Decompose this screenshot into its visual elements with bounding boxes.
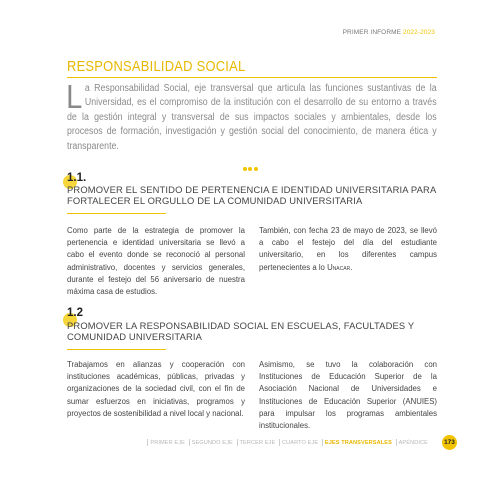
intro-text: a Responsabilidad Social, eje transversal que articula las funciones sustantivas de la Universidad, es el compromiso de la institución con el desarrollo de su entorno a través de la gestión integral y transversal de sus impactos sociales y ambientales, desde los procesos de formación, investigación y gestión social del conocimiento, de manera ética y transparente. bbox=[67, 83, 437, 152]
subsection-right-column: Asimismo, se tuvo la colaboración con Instituciones de Educación Superior de la Asociación Nacional de Universidades e Instituciones de Educación Superior (ANUIES) para impulsar los programas ambientales institucionales. bbox=[259, 360, 437, 431]
subsection-title: PROMOVER EL SENTIDO DE PERTENENCIA E IDENTIDAD UNIVERSITARIA PARA FORTALECER EL ORGULLO DE LA COMUNIDAD UNIVERSITARIA bbox=[67, 184, 436, 207]
subsection-left-column: Como parte de la estrategia de promover la pertenencia e identidad universitaria se llevó a cabo el evento donde se reconoció al personal administrativo, docentes y servicios generales, durante el festejo del 56 aniversario de nuestra máxima casa de estudios. bbox=[67, 226, 245, 297]
subsection-number: 1.2 bbox=[67, 307, 83, 319]
title-divider bbox=[67, 77, 437, 78]
page-number-badge: 173 bbox=[442, 435, 457, 450]
intro-paragraph bbox=[66, 78, 437, 154]
ellipsis-dots-icon bbox=[242, 158, 259, 176]
footer-item[interactable]: CUARTO EJE bbox=[281, 439, 319, 446]
subsection-number: 1.1. bbox=[67, 172, 87, 184]
footer-item-active[interactable]: EJES TRANSVERSALES bbox=[324, 439, 392, 446]
drop-cap: L bbox=[66, 78, 83, 115]
footer-item[interactable]: PRIMER EJE bbox=[150, 439, 185, 446]
footer-item[interactable]: SEGUNDO EJE bbox=[191, 439, 233, 446]
subsection-title: PROMOVER LA RESPONSABILIDAD SOCIAL EN ESCUELAS, FACULTADES Y COMUNIDAD UNIVERSITARIA bbox=[67, 320, 415, 343]
report-years: 2022-2023 bbox=[403, 29, 435, 36]
subsection-divider bbox=[67, 213, 166, 214]
footer-nav bbox=[145, 439, 428, 446]
subsection-right-column bbox=[259, 225, 437, 274]
right-column-text: También, con fecha 23 de mayo de 2023, se llevó a cabo el festejo del día del estudiante universitario, en los diferentes campus pertenecientes a lo bbox=[259, 226, 437, 272]
report-header bbox=[343, 29, 435, 36]
report-title: PRIMER INFORME bbox=[342, 29, 402, 36]
section-title: RESPONSABILIDAD SOCIAL bbox=[67, 58, 246, 75]
footer-item[interactable]: APÉNDICE bbox=[398, 439, 428, 446]
institution-name: Unacar. bbox=[327, 262, 353, 272]
footer-item[interactable]: TERCER EJE bbox=[239, 439, 276, 446]
subsection-divider bbox=[67, 349, 166, 350]
subsection-left-column: Trabajamos en alianzas y cooperación con instituciones académicas, públicas, privadas y organizaciones de la sociedad civil, con el fin de sumar esfuerzos en iniciativas, programos y proyectos de sostenibilidad a nivel local y nacional. bbox=[67, 360, 245, 418]
